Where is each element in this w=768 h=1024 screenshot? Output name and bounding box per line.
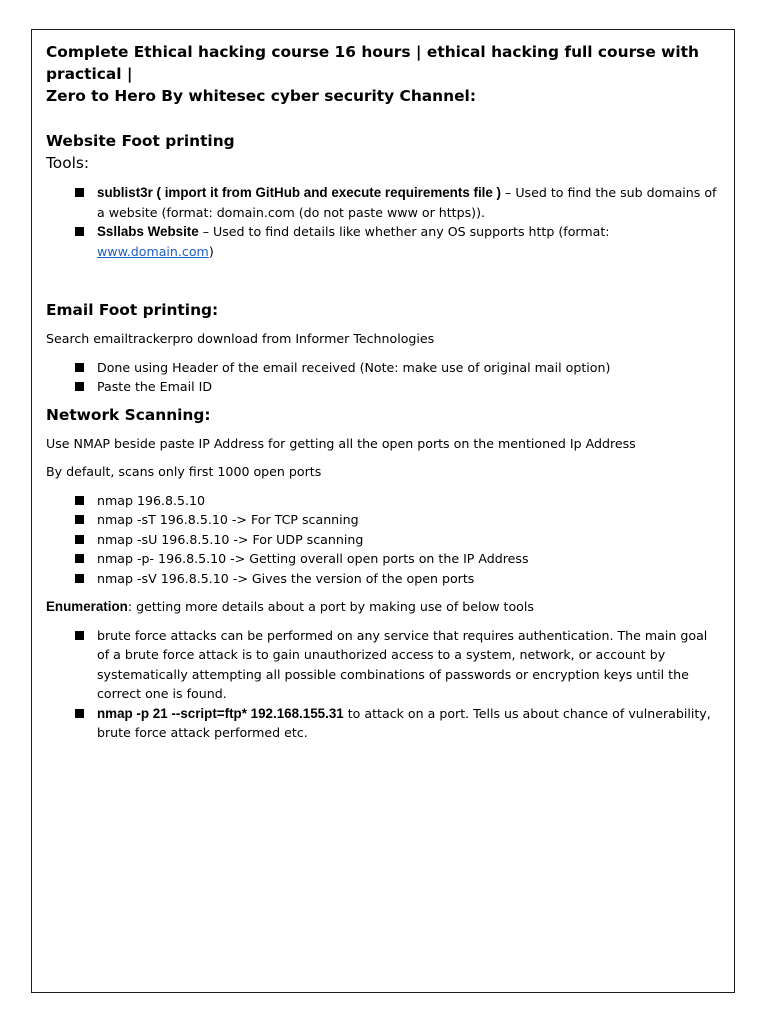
list-item: [46, 377, 722, 397]
list-item-text: nmap -sU 196.8.5.10 -> For UDP scanning: [97, 531, 364, 547]
square-bullet-icon: [75, 631, 84, 640]
square-bullet-icon: [75, 574, 84, 583]
list-item-text: to attack on a port. Tells us about chance of vulnerability, brute force attack performed etc.: [97, 705, 711, 740]
list-item-text: nmap -sT 196.8.5.10 -> For TCP scanning: [97, 512, 359, 527]
tool-name: sublist3r ( import it from GitHub and execute requirements file ): [97, 185, 502, 200]
tool-description: – Used to find the sub domains of a website (format: domain.com (do not paste www or https)).: [97, 185, 717, 220]
square-bullet-icon: [75, 382, 84, 391]
network-scanning-heading: Network Scanning:: [46, 405, 211, 424]
enumeration-text: : getting more details about a port by making use of below tools: [127, 599, 534, 614]
list-item: [46, 549, 722, 569]
email-footprinting-heading: Email Foot printing:: [46, 301, 219, 319]
list-item: [46, 704, 722, 743]
tools-label: Tools:: [46, 154, 90, 172]
website-tools-list: [46, 183, 722, 261]
website-footprinting-heading: Website Foot printing: [46, 132, 235, 150]
list-item-text: brute force attacks can be performed on any service that requires authentication. The main goal of a brute force attack is to gain unauthorized access to a system, network, or account by systematically attempting all possible combinations of passwords or encryption keys until the correct one is found.: [97, 627, 708, 701]
list-item-text: nmap -sV 196.8.5.10 -> Gives the version of the open ports: [97, 570, 475, 586]
document-title-line-2: Zero to Hero By whitesec cyber security Channel:: [46, 87, 476, 105]
list-item: [46, 530, 722, 550]
domain-link[interactable]: www.domain.com: [97, 243, 209, 259]
tool-name: Ssllabs Website: [97, 224, 199, 239]
network-scanning-para-2: By default, scans only first 1000 open ports: [46, 464, 322, 479]
square-bullet-icon: [75, 363, 84, 372]
enumeration-paragraph: [46, 597, 722, 617]
network-scanning-para-1: Use NMAP beside paste IP Address for getting all the open ports on the mentioned Ip Address: [46, 435, 636, 451]
enumeration-label: Enumeration: [46, 599, 128, 614]
nmap-script-command: nmap -p 21 --script=ftp* 192.168.155.31: [97, 705, 344, 721]
square-bullet-icon: [75, 496, 84, 505]
list-item-text: Paste the Email ID: [97, 379, 213, 394]
list-item-text: nmap -p- 196.8.5.10 -> Getting overall open ports on the IP Address: [97, 551, 529, 566]
square-bullet-icon: [75, 515, 84, 524]
list-item-text: nmap 196.8.5.10: [97, 492, 206, 508]
list-item: [46, 358, 722, 378]
tool-description: – Used to find details like whether any OS supports http (format:: [198, 224, 610, 239]
list-item-text: Done using Header of the email received (Note: make use of original mail option): [97, 359, 611, 375]
list-item: [46, 510, 722, 530]
list-item: [46, 222, 722, 261]
square-bullet-icon: [75, 535, 84, 544]
email-steps-list: [46, 358, 722, 397]
list-item: [46, 626, 722, 704]
email-intro: Search emailtrackerpro download from Informer Technologies: [46, 331, 435, 346]
list-item: [46, 183, 722, 222]
square-bullet-icon: [75, 554, 84, 563]
tool-description-end: ): [208, 243, 214, 259]
square-bullet-icon: [75, 709, 84, 718]
square-bullet-icon: [75, 227, 84, 236]
list-item: [46, 491, 722, 511]
document-title-line-1: Complete Ethical hacking course 16 hours | ethical hacking full course with practical |: [46, 43, 699, 83]
list-item: [46, 569, 722, 589]
square-bullet-icon: [75, 188, 84, 197]
nmap-commands-list: [46, 491, 722, 589]
enumeration-list: [46, 626, 722, 743]
document-body: [46, 41, 722, 743]
document-title: [46, 41, 722, 107]
